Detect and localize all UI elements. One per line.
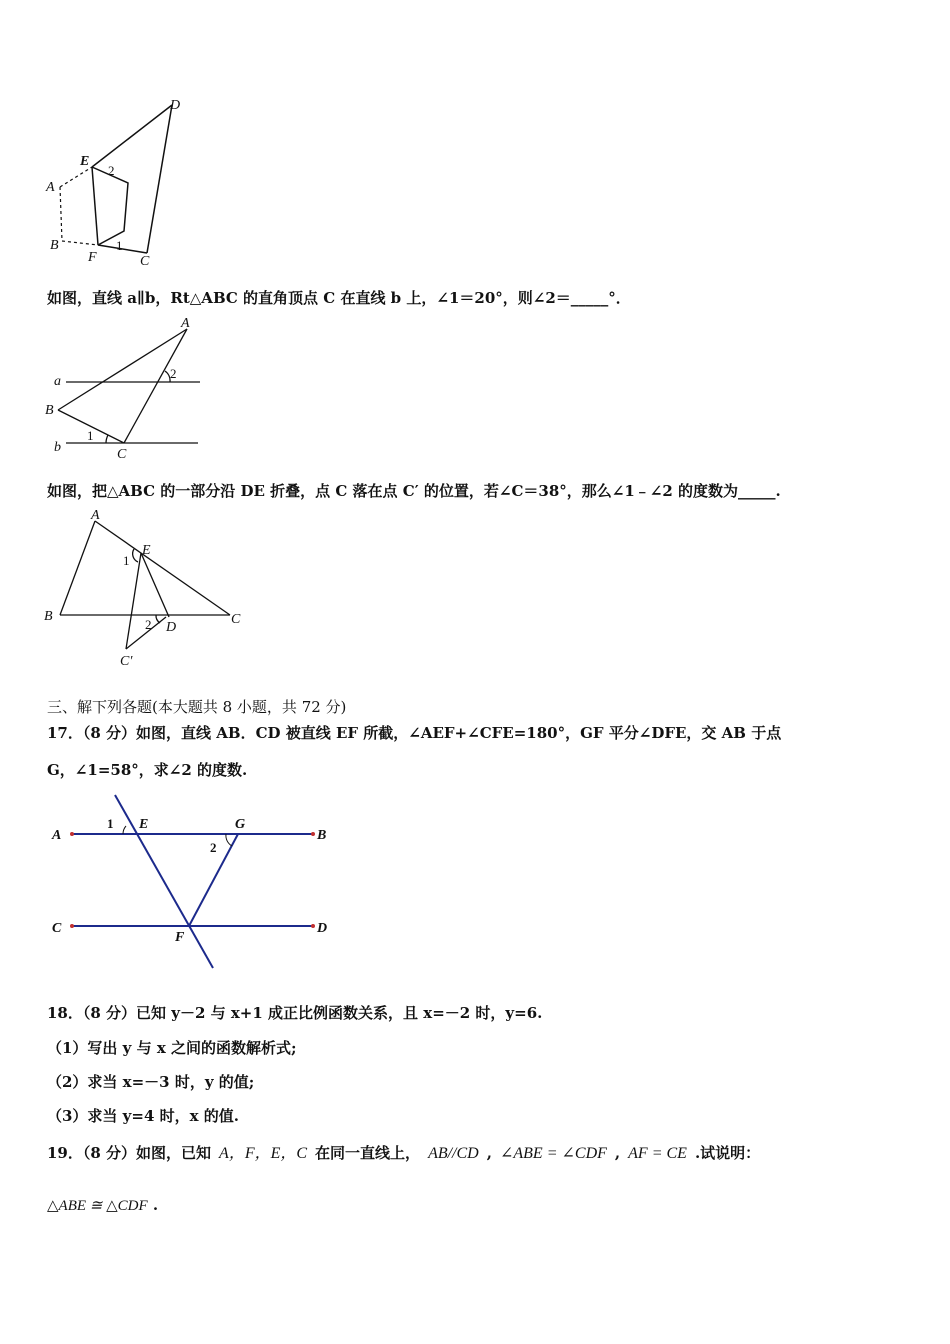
question-19-cond-2: ∠ABE = ∠CDF bbox=[499, 1145, 607, 1162]
point-D bbox=[311, 924, 315, 928]
question-18-stem-text: 18．（8 分）已知 y－2 与 x+1 成正比例函数关系，且 x=－2 时，y=6. bbox=[47, 1004, 543, 1022]
question-17-line-1 bbox=[47, 722, 781, 743]
question-16-text: 如图，把△ABC 的一部分沿 DE 折叠，点 C 落在点 C′ 的位置，若∠C＝38°，那么∠1﹣∠2 的度数为_____. bbox=[47, 482, 781, 500]
label-A: A bbox=[52, 828, 62, 843]
segment-FC bbox=[98, 245, 147, 253]
label-B: B bbox=[317, 828, 327, 843]
label-F: F bbox=[175, 930, 185, 945]
label-E: E bbox=[80, 154, 90, 169]
label-A: A bbox=[181, 316, 190, 331]
question-15 bbox=[47, 287, 631, 308]
angle-2-arc bbox=[156, 615, 160, 623]
label-D: D bbox=[170, 98, 181, 113]
question-19 bbox=[47, 1140, 760, 1163]
angle-1-arc bbox=[123, 826, 126, 834]
label-B: B bbox=[50, 238, 59, 253]
label-angle-2: 2 bbox=[145, 617, 152, 632]
question-18-stem bbox=[47, 1002, 542, 1023]
question-18-part-1 bbox=[47, 1037, 297, 1058]
point-B bbox=[311, 832, 315, 836]
question-19-cond-1: AB//CD bbox=[428, 1145, 479, 1162]
label-B: B bbox=[45, 403, 54, 418]
label-angle-1: 1 bbox=[116, 238, 123, 253]
question-17-text-1: 17．（8 分）如图，直线 AB．CD 被直线 EF 所截，∠AEF+∠CFE=180°，GF 平分∠DFE，交 AB 于点 bbox=[47, 724, 782, 742]
question-18-part-1-text: （1）写出 y 与 x 之间的函数解析式; bbox=[47, 1039, 297, 1057]
label-angle-1: 1 bbox=[107, 816, 114, 831]
question-17-text-2: G，∠1=58°，求∠2 的度数. bbox=[47, 761, 248, 779]
figure-q15 bbox=[40, 312, 210, 462]
segment-EF bbox=[92, 167, 98, 245]
label-angle-2: 2 bbox=[108, 163, 115, 178]
dashed-BF bbox=[62, 241, 98, 245]
question-18-part-3 bbox=[47, 1105, 239, 1126]
question-19-suffix: .试说明： bbox=[694, 1144, 761, 1162]
question-15-text: 如图，直线 a∥b，Rt△ABC 的直角顶点 C 在直线 b 上，∠1＝20°，则∠2＝_____°． bbox=[47, 289, 631, 307]
label-G: G bbox=[235, 817, 246, 832]
label-B: B bbox=[44, 609, 53, 624]
question-19-middle: 在同一直线上， bbox=[315, 1144, 421, 1162]
question-19-conclusion-line bbox=[47, 1196, 158, 1215]
figure-q16 bbox=[38, 505, 253, 670]
comma-1: , bbox=[486, 1144, 492, 1162]
label-C: C bbox=[52, 921, 62, 936]
question-19-points: A，F，E，C bbox=[219, 1145, 308, 1162]
point-A bbox=[70, 832, 74, 836]
comma-2: , bbox=[614, 1144, 621, 1162]
label-b: b bbox=[54, 440, 61, 455]
question-18-part-3-text: （3）求当 y=4 时，x 的值. bbox=[47, 1107, 239, 1125]
angle-2-arc bbox=[226, 834, 232, 846]
dashed-AB bbox=[60, 187, 62, 241]
label-C-prime: C′ bbox=[120, 654, 133, 669]
point-C bbox=[70, 924, 74, 928]
label-angle-2: 2 bbox=[210, 840, 217, 855]
segment-AB bbox=[60, 521, 95, 615]
question-18-part-2-text: （2）求当 x=－3 时，y 的值; bbox=[47, 1073, 255, 1091]
question-17-line-2 bbox=[47, 759, 247, 780]
question-16 bbox=[47, 480, 781, 501]
segment-AC bbox=[124, 329, 187, 443]
segment-DC bbox=[147, 105, 172, 253]
label-a: a bbox=[54, 374, 61, 389]
figure-q14 bbox=[40, 95, 200, 270]
label-D: D bbox=[317, 921, 328, 936]
section-3-title: 三、解下列各题(本大题共 8 小题，共 72 分) bbox=[47, 698, 347, 716]
segment-BA bbox=[58, 329, 187, 410]
label-D: D bbox=[166, 620, 177, 635]
label-angle-1: 1 bbox=[87, 428, 94, 443]
label-C: C bbox=[140, 254, 150, 269]
segment-ED bbox=[92, 105, 172, 167]
label-angle-1: 1 bbox=[123, 553, 130, 568]
angle-1-arc bbox=[106, 435, 108, 443]
section-3-heading bbox=[47, 696, 346, 717]
label-E: E bbox=[139, 817, 149, 832]
label-A: A bbox=[46, 180, 55, 195]
figure-q17 bbox=[40, 788, 340, 978]
question-19-cond-3: AF = CE bbox=[628, 1145, 687, 1162]
question-19-end: . bbox=[152, 1196, 159, 1214]
line-EF bbox=[115, 795, 213, 968]
question-18-part-2 bbox=[47, 1071, 254, 1092]
label-A: A bbox=[91, 508, 100, 523]
question-19-conclusion: △ABE ≅ △CDF bbox=[47, 1198, 148, 1214]
label-C: C bbox=[231, 612, 241, 627]
label-angle-2: 2 bbox=[170, 366, 177, 381]
dashed-AE bbox=[60, 167, 92, 187]
label-C: C bbox=[117, 447, 127, 462]
question-19-prefix: 19．（8 分）如图，已知 bbox=[47, 1144, 212, 1162]
label-E: E bbox=[142, 543, 151, 558]
label-F: F bbox=[88, 250, 97, 265]
